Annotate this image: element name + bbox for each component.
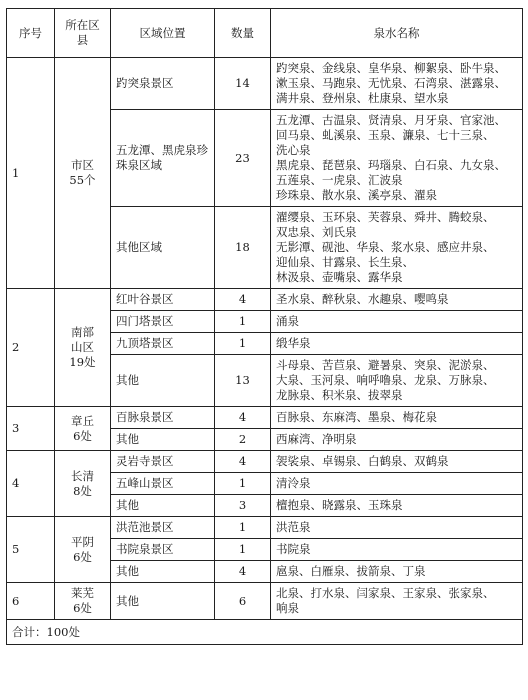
area-cell: 其他 [111,561,215,583]
spring-line: 圣水泉、醉秋泉、水趣泉、嘤鸣泉 [276,292,449,306]
table-row [7,451,523,473]
area-cell: 红叶谷景区 [111,289,215,311]
group-county [55,583,111,620]
spring-line: 斗母泉、苦苣泉、避暑泉、突泉、泥淤泉、 [276,358,495,372]
county-line: 19处 [69,355,96,369]
springs-cell [271,355,523,407]
area-cell: 五龙潭、黑虎泉珍珠泉区域 [111,110,215,207]
springs-cell [271,495,523,517]
table-row [7,289,523,311]
spring-line: 五莲泉、一虎泉、汇波泉 [276,173,403,187]
spring-table [6,8,523,645]
spring-line: 缎华泉 [276,336,311,350]
spring-line: 书院泉 [276,542,311,556]
count-cell: 6 [215,583,271,620]
header-springs: 泉水名称 [271,9,523,58]
group-index: 4 [7,451,55,517]
count-cell: 4 [215,561,271,583]
group-index: 1 [7,58,55,289]
area-cell: 其他 [111,429,215,451]
spring-line: 迎仙泉、甘露泉、长生泉、 [276,255,414,269]
area-cell: 洪范池景区 [111,517,215,539]
spring-line: 黑虎泉、琵琶泉、玛瑙泉、白石泉、九女泉、 [276,158,506,172]
springs-cell [271,451,523,473]
spring-line: 北泉、打水泉、闫家泉、王家泉、张家泉、 [276,586,495,600]
group-index: 6 [7,583,55,620]
count-cell: 23 [215,110,271,207]
springs-cell [271,289,523,311]
count-cell: 1 [215,473,271,495]
county-line: 南部 [71,325,94,339]
count-cell: 13 [215,355,271,407]
area-cell: 其他区域 [111,207,215,289]
area-cell: 其他 [111,355,215,407]
area-cell: 四门塔景区 [111,311,215,333]
spring-line: 檀抱泉、晓露泉、玉珠泉 [276,498,403,512]
county-line: 6处 [73,549,92,564]
county-line: 55个 [69,173,96,187]
county-line: 市区 [71,158,94,172]
county-line: 山区 [71,340,94,354]
springs-cell [271,473,523,495]
count-cell: 2 [215,429,271,451]
header-count: 数量 [215,9,271,58]
table-row [7,583,523,620]
spring-line: 洪范泉 [276,520,311,534]
group-county [55,289,111,407]
total-row [7,620,523,645]
spring-line: 五龙潭、古温泉、贤清泉、月牙泉、官家池、 [276,113,506,127]
group-index: 3 [7,407,55,451]
total-cell: 合计：100处 [7,620,523,645]
springs-cell [271,429,523,451]
county-line: 8处 [73,483,92,498]
area-cell: 趵突泉景区 [111,58,215,110]
header-index: 序号 [7,9,55,58]
county-line: 6处 [73,428,92,443]
spring-line: 袈裟泉、卓锡泉、白鹤泉、双鹤泉 [276,454,449,468]
springs-cell [271,539,523,561]
county-line: 长清 [71,468,94,483]
spring-line: 满井泉、登州泉、杜康泉、望水泉 [276,91,449,105]
spring-line: 林汲泉、壶嘴泉、露华泉 [276,270,403,284]
spring-line: 扈泉、白雁泉、拔箭泉、丁泉 [276,564,426,578]
table-row [7,517,523,539]
springs-cell [271,110,523,207]
spring-line: 回马泉、虬溪泉、玉泉、濂泉、七十三泉、 [276,128,495,142]
springs-cell [271,58,523,110]
spring-line: 龙脉泉、积米泉、拔翠泉 [276,388,403,402]
count-cell: 4 [215,289,271,311]
group-county [55,517,111,583]
springs-cell [271,333,523,355]
county-line: 平阴 [71,534,94,549]
spring-line: 趵突泉、金线泉、皇华泉、柳絮泉、卧牛泉、 [276,61,506,75]
spring-line: 百脉泉、东麻湾、墨泉、梅花泉 [276,410,437,424]
spring-line: 漱玉泉、马跑泉、无忧泉、石湾泉、湛露泉、 [276,76,506,90]
spring-line: 响泉 [276,601,299,615]
table-header-row [7,9,523,58]
count-cell: 4 [215,407,271,429]
area-cell: 其他 [111,583,215,620]
header-county: 所在区县 [55,9,111,58]
group-county [55,407,111,451]
area-cell: 百脉泉景区 [111,407,215,429]
spring-line: 无影潭、砚池、华泉、浆水泉、感应井泉、 [276,240,495,254]
count-cell: 1 [215,539,271,561]
count-cell: 14 [215,58,271,110]
county-line: 章丘 [71,413,94,428]
area-cell: 其他 [111,495,215,517]
count-cell: 1 [215,333,271,355]
springs-cell [271,561,523,583]
spring-line: 大泉、玉河泉、响呼噜泉、龙泉、万脉泉、 [276,373,495,387]
header-area: 区域位置 [111,9,215,58]
count-cell: 4 [215,451,271,473]
table-row [7,58,523,110]
spring-line: 清泠泉 [276,476,311,490]
spring-line: 涌泉 [276,314,299,328]
springs-cell [271,583,523,620]
spring-line: 洗心泉 [276,143,311,157]
table-row [7,407,523,429]
count-cell: 1 [215,311,271,333]
table-body [7,58,523,620]
area-cell: 灵岩寺景区 [111,451,215,473]
group-index: 2 [7,289,55,407]
count-cell: 3 [215,495,271,517]
group-index: 5 [7,517,55,583]
springs-cell [271,311,523,333]
springs-cell [271,407,523,429]
area-cell: 五峰山景区 [111,473,215,495]
group-county [55,58,111,289]
group-county [55,451,111,517]
spring-line: 珍珠泉、散水泉、溪亭泉、濯泉 [276,188,437,202]
springs-cell [271,517,523,539]
count-cell: 18 [215,207,271,289]
county-line: 莱芜 [71,586,94,600]
county-line: 6处 [73,601,92,615]
spring-line: 双忠泉、刘氏泉 [276,225,357,239]
spring-line: 濯缨泉、玉环泉、芙蓉泉、舜井、腾蛟泉、 [276,210,495,224]
spring-line: 西麻湾、净明泉 [276,432,357,446]
count-cell: 1 [215,517,271,539]
area-cell: 书院泉景区 [111,539,215,561]
springs-cell [271,207,523,289]
area-cell: 九顶塔景区 [111,333,215,355]
